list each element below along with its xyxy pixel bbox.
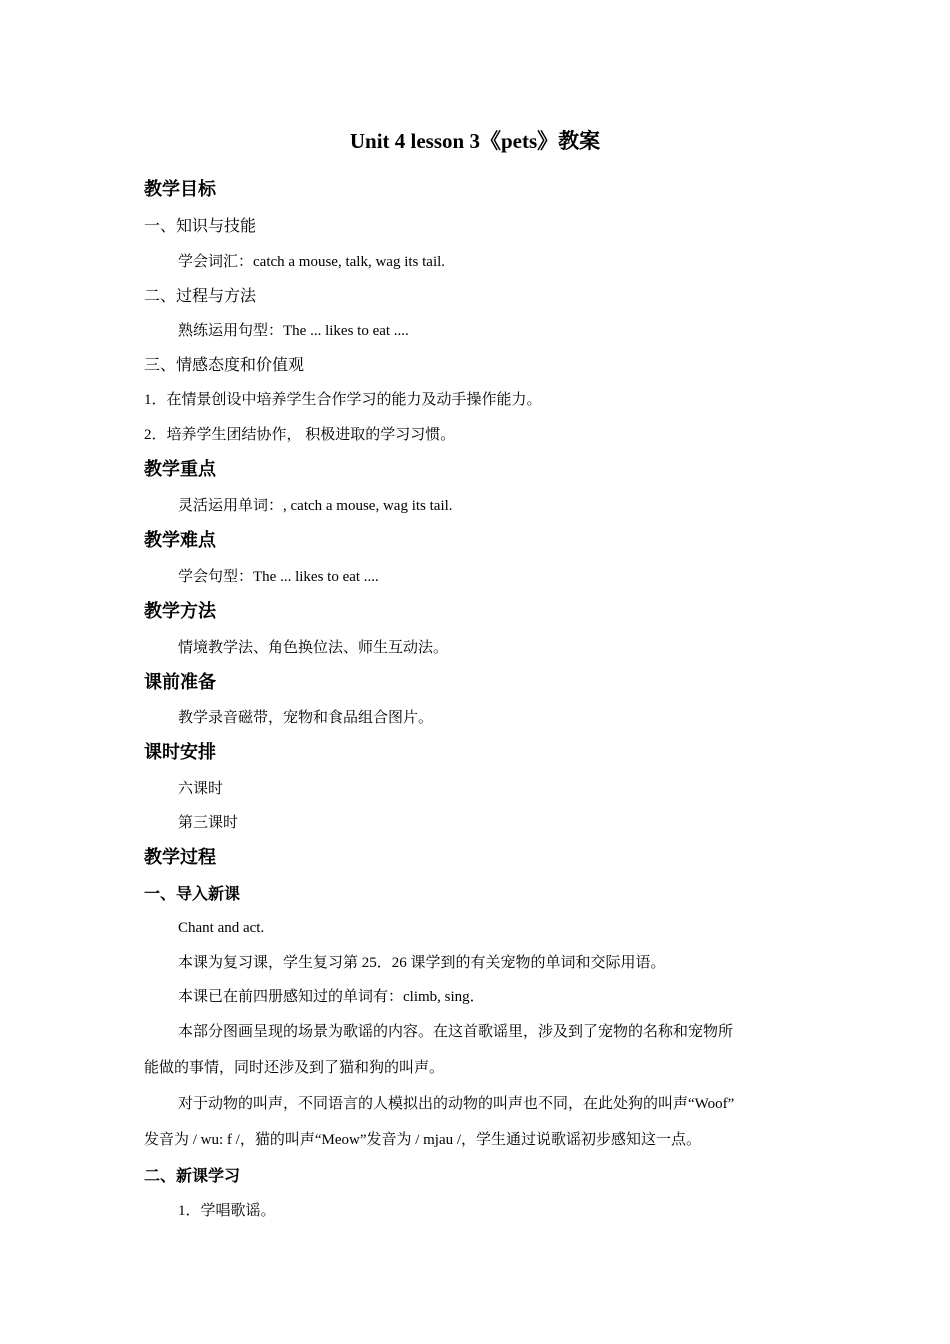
schedule-total: 六课时 bbox=[178, 781, 224, 797]
process-paragraph-4-line-2: 能做的事情，同时还涉及到了猫和狗的叫声。 bbox=[144, 1060, 445, 1076]
process-text: 熟练运用句型：The ... likes to eat .... bbox=[178, 323, 409, 339]
process-paragraph-4-line-1: 本部分图画呈现的场景为歌谣的内容。在这首歌谣里，涉及到了宠物的名称和宠物所 bbox=[178, 1024, 734, 1040]
emotion-item-2: 2．培养学生团结协作， 积极进取的学习习惯。 bbox=[144, 427, 456, 443]
schedule-current: 第三课时 bbox=[178, 815, 239, 831]
section-heading-process: 教学过程 bbox=[144, 847, 216, 868]
difficulties-text: 学会句型：The ... likes to eat .... bbox=[178, 569, 379, 585]
process-paragraph-5-line-2: 发音为 / wu: f /，猫的叫声“Meow”发音为 / mjau /，学生通过说歌谣初步感知这一点。 bbox=[144, 1132, 702, 1148]
process-paragraph-3: 本课已在前四册感知过的单词有：climb, sing． bbox=[178, 989, 485, 1005]
document-title: Unit 4 lesson 3《pets》教案 bbox=[349, 129, 601, 153]
methods-text: 情境教学法、角色换位法、师生互动法。 bbox=[178, 640, 449, 656]
section-heading-difficulties: 教学难点 bbox=[144, 530, 216, 551]
section-heading-methods: 教学方法 bbox=[144, 601, 216, 622]
section-heading-schedule: 课时安排 bbox=[144, 742, 216, 763]
section-heading-objectives: 教学目标 bbox=[144, 179, 216, 200]
key-points-text: 灵活运用单词：, catch a mouse, wag its tail. bbox=[178, 498, 453, 514]
process-paragraph-5-line-1: 对于动物的叫声，不同语言的人模拟出的动物的叫声也不同，在此处狗的叫声“Woof” bbox=[178, 1096, 735, 1112]
subheading-new-lesson: 二、新课学习 bbox=[144, 1166, 241, 1185]
knowledge-text: 学会词汇：catch a mouse, talk, wag its tail. bbox=[178, 254, 446, 270]
subheading-process: 二、过程与方法 bbox=[144, 286, 257, 305]
process-paragraph-1: Chant and act. bbox=[178, 920, 265, 936]
new-lesson-step-1: 1．学唱歌谣。 bbox=[178, 1203, 276, 1219]
emotion-item-1: 1．在情景创设中培养学生合作学习的能力及动手操作能力。 bbox=[144, 392, 542, 408]
subheading-intro: 一、导入新课 bbox=[144, 884, 241, 903]
section-heading-key-points: 教学重点 bbox=[144, 459, 216, 480]
section-heading-preparation: 课前准备 bbox=[144, 672, 216, 693]
preparation-text: 教学录音磁带，宠物和食品组合图片。 bbox=[178, 710, 434, 726]
process-paragraph-2: 本课为复习课，学生复习第 25．26 课学到的有关宠物的单词和交际用语。 bbox=[178, 955, 666, 971]
subheading-emotion: 三、情感态度和价值观 bbox=[144, 355, 305, 374]
subheading-knowledge: 一、知识与技能 bbox=[144, 216, 257, 235]
